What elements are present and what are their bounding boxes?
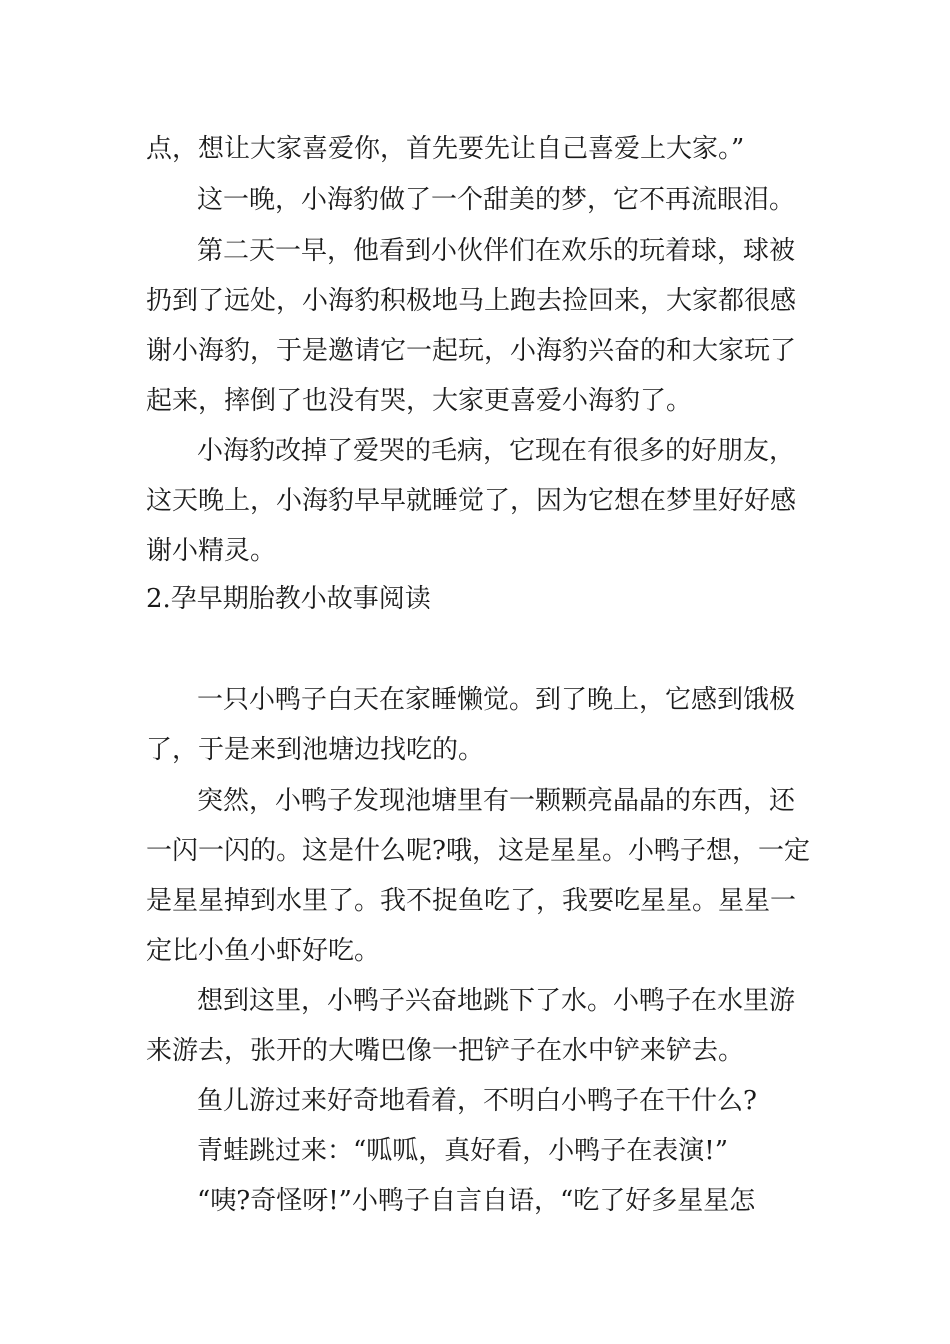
text-line: 扔到了远处，小海豹积极地马上跑去捡回来，大家都很感	[146, 286, 797, 316]
text-line: 想到这里，小鸭子兴奋地跳下了水。小鸭子在水里游	[197, 986, 796, 1016]
text-line: 起来，摔倒了也没有哭，大家更喜爱小海豹了。	[146, 386, 693, 416]
text-line: 了，于是来到池塘边找吃的。	[146, 735, 485, 765]
text-line: 来游去，张开的大嘴巴像一把铲子在水中铲来铲去。	[146, 1036, 745, 1066]
text-line: 青蛙跳过来：“呱呱，真好看，小鸭子在表演!”	[197, 1136, 729, 1166]
text-line: “咦?奇怪呀!”小鸭子自言自语，“吃了好多星星怎	[197, 1186, 756, 1216]
text-line: 鱼儿游过来好奇地看着，不明白小鸭子在干什么?	[197, 1086, 757, 1116]
text-line: 谢小精灵。	[146, 536, 277, 566]
text-line: 谢小海豹，于是邀请它一起玩，小海豹兴奋的和大家玩了	[146, 336, 797, 366]
text-line: 一只小鸭子白天在家睡懒觉。到了晚上，它感到饿极	[197, 685, 796, 715]
text-line: 突然，小鸭子发现池塘里有一颗颗亮晶晶的东西，还	[197, 786, 796, 816]
text-line: 这一晚，小海豹做了一个甜美的梦，它不再流眼泪。	[197, 185, 796, 215]
text-line: 小海豹改掉了爱哭的毛病，它现在有很多的好朋友，	[197, 436, 796, 466]
text-line: 第二天一早，他看到小伙伴们在欢乐的玩着球，球被	[197, 236, 796, 266]
text-line: 点，想让大家喜爱你，首先要先让自己喜爱上大家。”	[146, 134, 745, 164]
text-line: 一闪一闪的。这是什么呢?哦，这是星星。小鸭子想，一定	[146, 836, 810, 866]
text-line: 是星星掉到水里了。我不捉鱼吃了，我要吃星星。星星一	[146, 886, 797, 916]
section-heading: 2.孕早期胎教小故事阅读	[146, 584, 431, 614]
text-line: 定比小鱼小虾好吃。	[146, 936, 381, 966]
text-line: 这天晚上，小海豹早早就睡觉了，因为它想在梦里好好感	[146, 486, 797, 516]
